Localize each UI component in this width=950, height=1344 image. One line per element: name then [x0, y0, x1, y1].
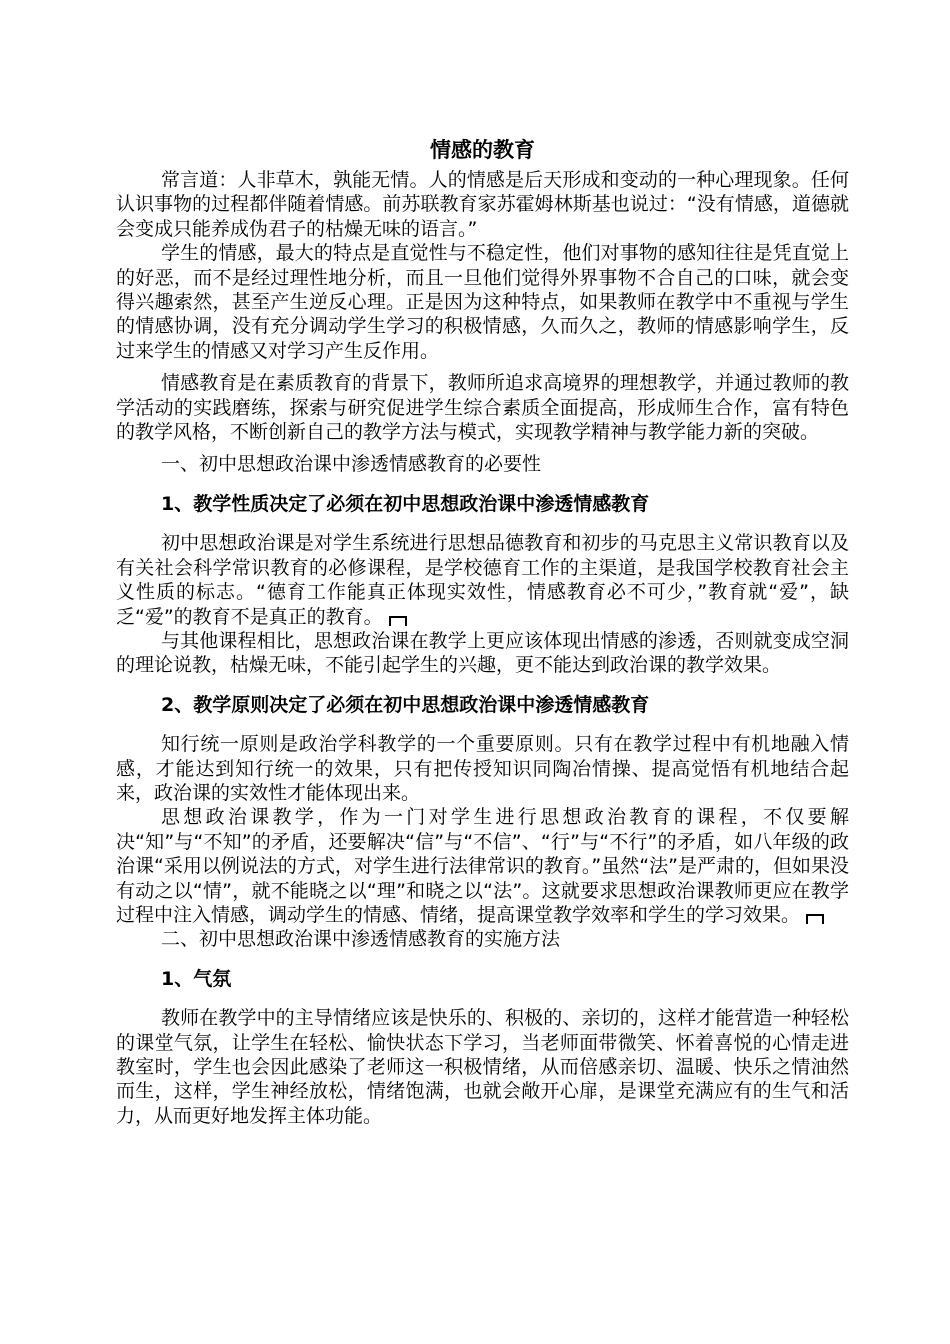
footnote-mark-icon [806, 914, 824, 924]
paragraph-teaching [116, 805, 849, 927]
document-body [116, 132, 849, 1128]
footnote-mark-icon [389, 616, 407, 626]
paragraph-course-nature [116, 531, 849, 629]
document-title: 情感的教育 [430, 138, 535, 162]
section-heading-2: 二、初中思想政治课中渗透情感教育的实施方法 [161, 928, 561, 951]
paragraph-intro: 常言道：人非草木，孰能无情。人的情感是后天形成和变动的一种心理现象。任何认识事物的过程都伴随着情感。前苏联教育家苏霍姆林斯基也说过：“没有情感，道德就会变成只能养成伪君子的枯燥无味的语言。” [116, 169, 849, 240]
paragraph-teaching-text: 思想政治课教学，作为一门对学生进行思想政治教育的课程，不仅要解决“知”与“不知”的矛盾，还要解决“信”与“不信”、“行”与“不行”的矛盾，如八年级的政治课“采用以例说法的方式，对学生进行法律常识的教育。”虽然“法”是严肃的，但如果没有动之以“情”，就不能晓之以“理”和晓之以“法”。这就要求思想政治课教师更应在教学过程中注入情感，调动学生的情感、情绪，提高课堂教学效率和学生的学习效果。 [116, 806, 849, 926]
section-heading-1: 一、初中思想政治课中渗透情感教育的必要性 [161, 453, 542, 476]
paragraph-course-nature-text: 初中思想政治课是对学生系统进行思想品德教育和初步的马克思主义常识教育以及有关社会科学常识教育的必修课程，是学校德育工作的主渠道，是我国学校教育社会主义性质的标志。“德育工作能真正体现实效性，情感教育必不可少，”教育就“爱”，缺乏“爱”的教育不是真正的教育。 [116, 532, 849, 628]
paragraph-atmosphere: 教师在教学中的主导情绪应该是快乐的、积极的、亲切的，这样才能营造一种轻松的课堂气氛，让学生在轻松、愉快状态下学习，当老师面带微笑、怀着喜悦的心情走进教室时，学生也会因此感染了老师这一积极情绪，从而倍感亲切、温暖、快乐之情油然而生，这样，学生神经放松，情绪饱满，也就会敞开心扉，是课堂充满应有的生气和活力，从而更好地发挥主体功能。 [116, 1007, 849, 1127]
subsection-heading-1-2: 2、教学原则决定了必须在初中思想政治课中渗透情感教育 [161, 693, 650, 716]
paragraph-student-emotion: 学生的情感，最大的特点是直觉性与不稳定性，他们对事物的感知往往是凭直觉上的好恶，而不是经过理性地分析，而且一旦他们觉得外界事物不合自己的口味，就会变得兴趣索然，甚至产生逆反心理。正是因为这种特点，如果教师在教学中不重视与学生的情感协调，没有充分调动学生学习的积极情感，久而久之，教师的情感影响学生，反过来学生的情感又对学习产生反作用。 [116, 242, 849, 362]
subsection-heading-1-1: 1、教学性质决定了必须在初中思想政治课中渗透情感教育 [161, 492, 650, 515]
paragraph-principle: 知行统一原则是政治学科教学的一个重要原则。只有在教学过程中有机地融入情感，才能达到知行统一的效果，只有把传授知识同陶冶情操、提高觉悟有机地结合起来，政治课的实效性才能体现出来。 [116, 733, 849, 804]
paragraph-emotion-education: 情感教育是在素质教育的背景下，教师所追求高境界的理想教学，并通过教师的教学活动的实践磨练，探索与研究促进学生综合素质全面提高，形成师生合作，富有特色的教学风格，不断创新自己的教学方法与模式，实现教学精神与教学能力新的突破。 [116, 372, 849, 444]
paragraph-comparison: 与其他课程相比，思想政治课在教学上更应该体现出情感的渗透，否则就变成空洞的理论说教，枯燥无味，不能引起学生的兴趣，更不能达到政治课的教学效果。 [116, 629, 849, 677]
subsection-heading-2-1: 1、气氛 [161, 967, 232, 990]
